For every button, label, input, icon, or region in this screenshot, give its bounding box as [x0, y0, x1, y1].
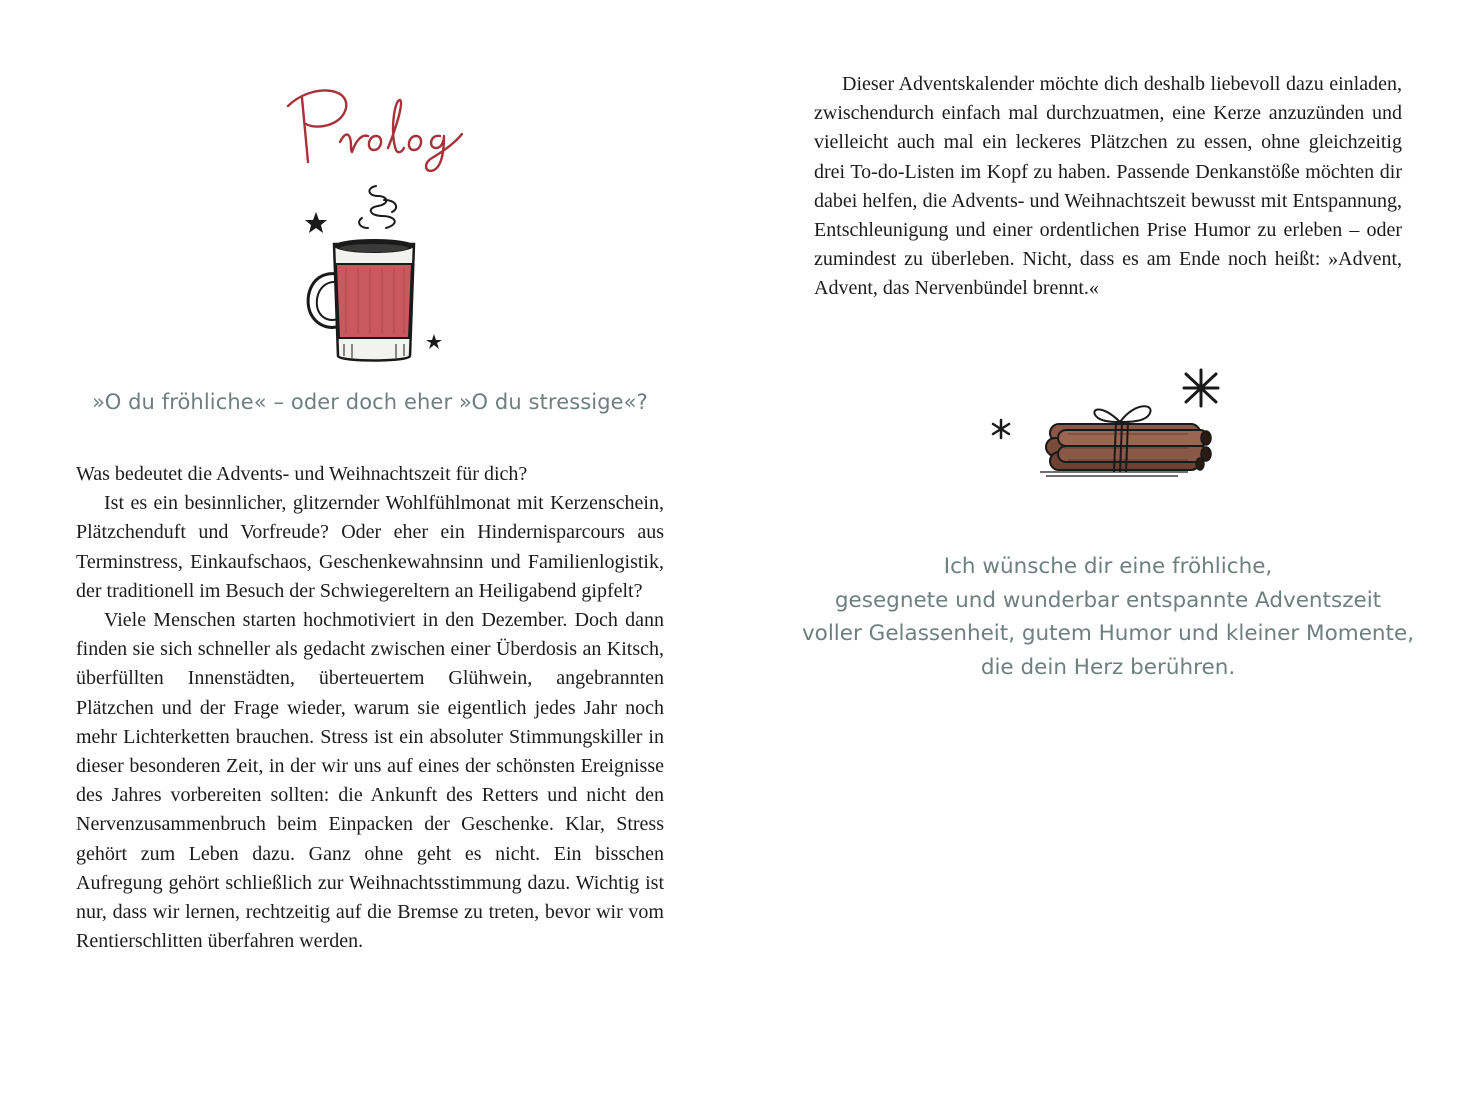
wish-line: gesegnete und wunderbar entspannte Adventszeit — [834, 587, 1382, 613]
prolog-title — [280, 78, 470, 178]
star-icon — [426, 334, 442, 349]
star-icon — [305, 212, 327, 233]
wish-line: die dein Herz berühren. — [980, 654, 1236, 680]
asterisk-icon — [1184, 370, 1218, 406]
asterisk-icon — [993, 420, 1009, 438]
body-text — [76, 460, 664, 956]
chapter-subtitle: »O du fröhliche« – oder doch eher »O du stressige«? — [92, 390, 648, 414]
cinnamon-sticks-icon — [988, 360, 1228, 490]
paragraph: Viele Menschen starten hochmotiviert in den Dezember. Doch dann finden sie sich schneller als gedacht zwischen einer Überdosis an Kitsch, überfüllten Innenstädten, überteuertem Glühwein, angebrannten Plätzchen und der Frage wieder, warum sie eigentlich jedes Jahr noch mehr Lichterketten brauchen. Stress ist ein absoluter Stimmungskiller in dieser besonderen Zeit, in der wir uns auf eines der schönsten Ereignisse des Jahres vorbereiten sollten: die Ankunft des Retters und nicht den Nervenzusammenbruch beim Einpacken der Geschenke. Klar, Stress gehört zum Leben dazu. Ganz ohne geht es nicht. Ein bisschen Aufregung gehört schließlich zur Weihnachtsstimmung dazu. Wichtig ist nur, dass wir lernen, rechtzeitig auf die Bremse zu treten, bevor wir vom Rentierschlitten überfahren werden. — [76, 609, 664, 953]
wish-line: Ich wünsche dir eine fröhliche, — [943, 554, 1273, 579]
paragraph: Dieser Adventskalender möchte dich deshalb liebevoll dazu einladen, zwischendurch einfach mal durchzuatmen, eine Kerze anzuzünden und vielleicht auch mal ein leckeres Plätzchen zu essen, ohne gleichzeitig drei To-do-Listen im Kopf zu haben. Passende Denkanstöße möchten dir dabei helfen, die Advents- und Weihnachtszeit bewusst mit Entspannung, Entschleunigung und einer ordentlichen Prise Humor zu erleben – oder zumindest zu überleben. Nicht, dass es am Ende noch heißt: »Advent, Advent, das Nervenbündel brennt.« — [814, 73, 1402, 300]
body-text — [814, 70, 1402, 304]
right-page — [738, 0, 1476, 1104]
closing-wish — [778, 550, 1438, 684]
wish-line: voller Gelassenheit, gutem Humor und kleiner Momente, — [801, 621, 1415, 646]
paragraph: Ist es ein besinnlicher, glitzernder Wohlfühlmonat mit Kerzenschein, Plätzchenduft und Vorfreude? Oder eher ein Hindernisparcours aus Terminstress, Einkaufschaos, Geschenkewahnsinn und Familienlogistik, der traditionell im Besuch der Schwiegereltern an Heiligabend gipfelt? — [76, 492, 664, 602]
mug-icon — [296, 178, 446, 368]
paragraph: Was bedeutet die Advents- und Weihnachtszeit für dich? — [76, 463, 528, 485]
